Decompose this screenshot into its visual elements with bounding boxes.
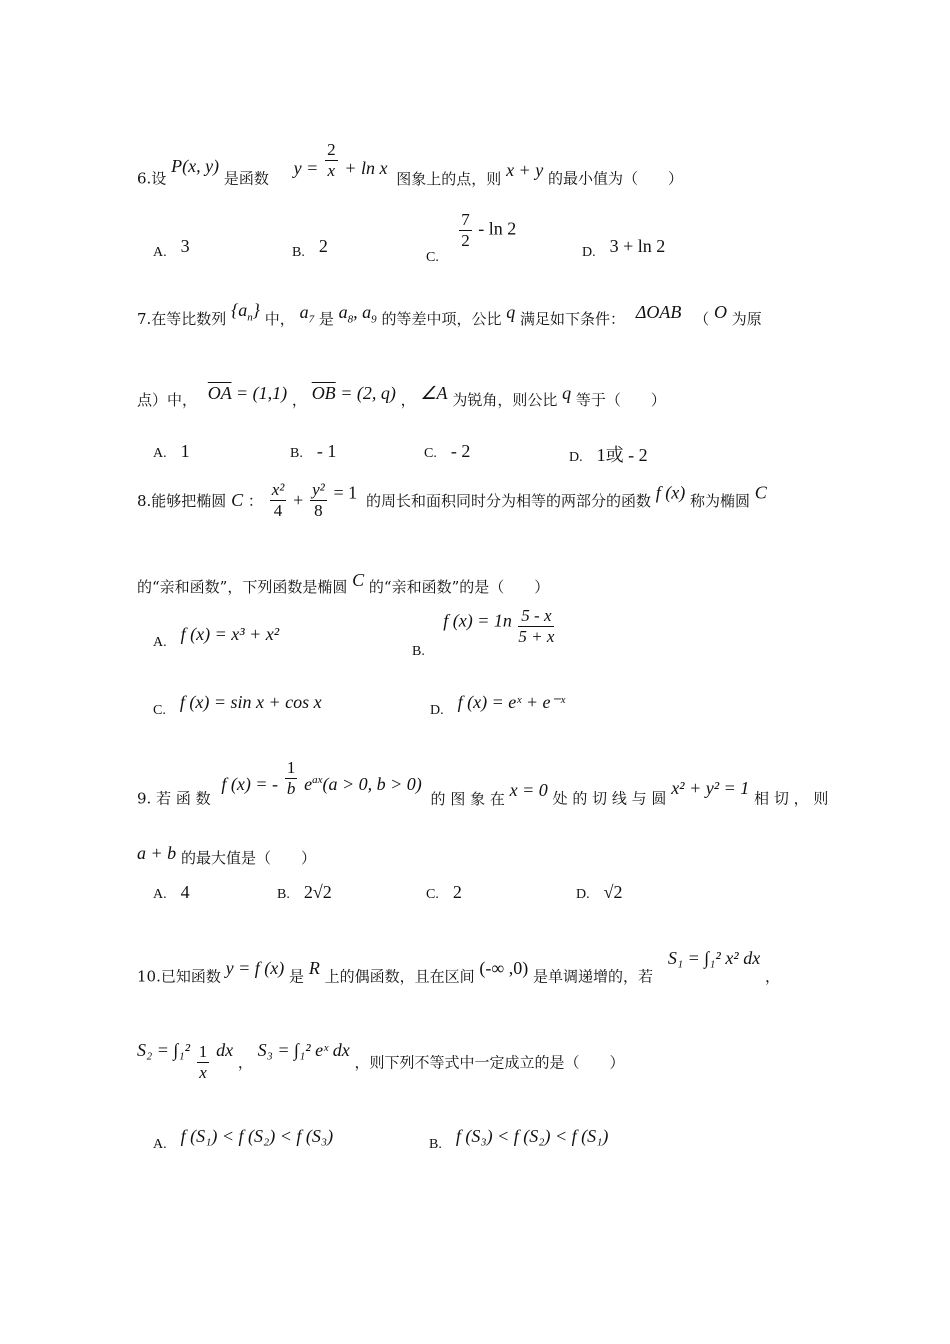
- q10-s2-lhs: S₂ = ∫₁²: [137, 1040, 190, 1060]
- q9-option-c-value: 2: [452, 882, 462, 902]
- q10-s3: S₃ = ∫₁² eˣ dx: [257, 1040, 350, 1060]
- q7-mid5: （: [694, 310, 710, 328]
- q8-option-a[interactable]: [153, 624, 279, 651]
- q10-mid3: 是单调递增的，若: [533, 967, 654, 986]
- q7-a7-base: a: [299, 302, 309, 322]
- q10-comma: ，: [764, 967, 780, 986]
- q8-ellipse-c3: C: [352, 570, 365, 590]
- q6-func-den: x: [327, 161, 336, 180]
- q7-triangle: ΔOAB: [635, 302, 682, 322]
- q7-option-d[interactable]: [569, 441, 648, 467]
- q7-a8-a9: [338, 302, 377, 326]
- q8-option-a-label: A.: [153, 635, 167, 650]
- q9-fraction: [285, 758, 298, 799]
- q8-frac1: [270, 480, 287, 521]
- q6-option-c-label: C.: [426, 249, 439, 265]
- q8-frac2: [310, 480, 327, 521]
- q6-option-a[interactable]: [153, 236, 190, 261]
- q7-oa-value: = (1,1): [235, 383, 288, 403]
- q8-den1: 4: [273, 501, 283, 520]
- q9-option-c-label: C.: [426, 887, 439, 902]
- q7-option-b-label: B.: [290, 446, 303, 461]
- q8-option-c-label: C.: [153, 703, 166, 718]
- q8-num2: y²: [312, 480, 325, 499]
- q9-option-a-value: 4: [180, 882, 190, 902]
- q10-s2-den: x: [199, 1062, 207, 1082]
- q10-sep: ，: [237, 1053, 253, 1072]
- q9-prefix: 9. 若 函 数: [137, 789, 211, 808]
- q6-suffix: 的最小值为（ ）: [547, 169, 683, 188]
- q7-oa-vector: $\overline{OA}$: [207, 383, 232, 403]
- q6-option-a-label: A.: [153, 245, 167, 260]
- q10-interval: (-∞ ,0): [479, 958, 529, 978]
- q10-suffix: ，则下列不等式中一定成立的是（ ）: [354, 1053, 625, 1072]
- q8-option-a-value: f (x) = x³ + x²: [180, 624, 280, 644]
- q10-option-b-label: B.: [429, 1137, 442, 1152]
- q10-option-a-value: f (S₁) < f (S₂) < f (S₃): [180, 1126, 334, 1146]
- q7-sequence: [231, 300, 260, 324]
- question-10-line-1: [137, 948, 780, 987]
- q7-origin: O: [713, 302, 727, 322]
- q6-option-b-label: B.: [292, 245, 305, 260]
- q8-fx: f (x): [655, 482, 686, 503]
- q9-option-d[interactable]: [576, 882, 623, 903]
- q7-q: q: [506, 302, 516, 322]
- q7-ob: [312, 383, 396, 403]
- q7-a8-sub: 8: [347, 313, 354, 326]
- q7-a9-sub: 9: [371, 313, 377, 326]
- q7-q2: q: [562, 383, 572, 403]
- q7-a9-base: , a: [353, 302, 372, 322]
- q6-option-d[interactable]: [582, 236, 665, 261]
- q6-option-d-value: 3 + ln 2: [609, 236, 666, 256]
- q10-prefix: 10.已知函数: [137, 967, 221, 986]
- q8-option-b-num: 5 - x: [518, 606, 554, 627]
- q8-plus: +: [293, 490, 304, 510]
- q7-option-d-value: 1或 - 2: [596, 445, 648, 465]
- q8-suffix1: 称为椭圆: [690, 492, 751, 510]
- q7-option-c[interactable]: [424, 441, 470, 462]
- q7-a8-base: a: [338, 302, 348, 322]
- q9-mid1: 的 图 象 在: [430, 789, 505, 808]
- q9-option-d-label: D.: [576, 887, 590, 902]
- q9-option-b-value: 2√2: [303, 882, 332, 902]
- q8-ellipse-c: C: [231, 490, 244, 510]
- question-7-line-1: [137, 300, 762, 329]
- q10-s2-tail: dx: [216, 1040, 234, 1060]
- q7-a7: [299, 302, 315, 326]
- q9-option-c[interactable]: [426, 882, 462, 903]
- q7-mid1: 中，: [264, 310, 295, 328]
- question-10-line-2: [137, 1040, 625, 1083]
- q8-option-b[interactable]: [412, 606, 556, 660]
- q8-option-b-label: B.: [412, 643, 425, 659]
- q6-option-a-value: 3: [180, 236, 190, 256]
- q7-option-b-value: - 1: [316, 441, 337, 461]
- q9-rhs-tail: (a > 0, b > 0): [322, 774, 422, 794]
- q7-oa: [208, 383, 287, 403]
- q9-num: 1: [286, 758, 296, 777]
- q8-colon: ：: [247, 492, 263, 510]
- q6-option-c-rest: - ln 2: [478, 218, 517, 239]
- q6-option-c-fraction: [459, 210, 472, 251]
- q7-mid6: 为锐角，则公比: [452, 391, 558, 409]
- q8-eq: = 1: [333, 482, 358, 503]
- q7-comma: ，: [291, 391, 307, 409]
- q6-expr: x + y: [506, 160, 544, 180]
- q8-option-c[interactable]: [153, 692, 322, 719]
- q6-point: P(x, y): [171, 156, 220, 176]
- q7-suffix2: 等于（ ）: [575, 391, 666, 409]
- question-7-line-2: [137, 383, 666, 410]
- q6-option-b-value: 2: [318, 236, 328, 256]
- q10-mid2: 上的偶函数，且在区间: [324, 967, 475, 986]
- question-6-line: [137, 140, 683, 189]
- q10-R: R: [308, 958, 320, 978]
- q7-angle: ∠A: [420, 383, 448, 403]
- q10-mid1: 是: [289, 967, 305, 986]
- q7-prefix: 7.在等比数列: [137, 310, 227, 328]
- question-9-line-2: [137, 843, 316, 868]
- q9-option-d-value: √2: [603, 882, 623, 902]
- q7-option-c-label: C.: [424, 446, 437, 461]
- q6-prefix: 6.设: [137, 169, 167, 188]
- q7-comma2: ，: [400, 391, 416, 409]
- q8-line2-suffix: 的“亲和函数”的是（ ）: [368, 578, 550, 596]
- q7-seq-open: {a: [231, 300, 248, 320]
- q7-option-b[interactable]: [290, 441, 336, 462]
- q9-circle: x² + y² = 1: [671, 778, 750, 798]
- q8-option-d-value: f (x) = eˣ + e⁻ˣ: [457, 692, 566, 712]
- q8-ellipse-c2: C: [754, 482, 767, 503]
- q7-mid3: 的等差中项，公比: [381, 310, 502, 328]
- q7-line2-prefix: 点）中，: [137, 391, 198, 409]
- q8-option-d-label: D.: [430, 703, 444, 718]
- q7-ob-vector: $\overline{OB}$: [311, 383, 336, 403]
- q9-mid2: 处 的 切 线 与 圆: [552, 789, 667, 808]
- q9-option-b-label: B.: [277, 887, 290, 902]
- q9-lhs: f (x) = -: [221, 774, 279, 794]
- q9-option-a[interactable]: [153, 882, 190, 903]
- q6-option-b[interactable]: [292, 236, 328, 261]
- q9-line2-suffix: 的最大值是（ ）: [180, 849, 316, 867]
- q9-option-a-label: A.: [153, 887, 167, 902]
- question-8-line-2: [137, 570, 549, 597]
- q10-option-b[interactable]: [429, 1126, 608, 1153]
- q9-den: b: [286, 779, 296, 798]
- q9-rhs: [304, 774, 422, 794]
- q6-mid1: 是函数: [223, 169, 269, 188]
- q9-option-b[interactable]: [277, 882, 332, 903]
- q9-line2-expr: a + b: [137, 843, 177, 863]
- q8-prefix: 8.能够把椭圆: [137, 492, 227, 510]
- q7-seq-close: }: [252, 300, 260, 320]
- q7-seq-sub: n: [247, 311, 253, 324]
- q10-func: y = f (x): [225, 958, 285, 978]
- q6-option-c[interactable]: [426, 210, 516, 266]
- q8-option-b-den: 5 + x: [518, 627, 555, 646]
- q7-suffix1: 为原: [731, 310, 762, 328]
- question-8-line-1: [137, 480, 767, 521]
- q10-option-a-label: A.: [153, 1137, 167, 1152]
- q7-ob-value: = (2, q): [340, 383, 396, 403]
- q8-option-d[interactable]: [430, 692, 565, 719]
- q7-mid2: 是: [318, 310, 334, 328]
- q9-rhs-sup: ax: [312, 774, 323, 786]
- q6-option-c-num: 7: [461, 210, 470, 229]
- q7-a7-sub: 7: [308, 313, 315, 326]
- q8-num1: x²: [271, 480, 285, 499]
- q8-option-b-fraction: [518, 606, 554, 647]
- q8-den2: 8: [314, 501, 323, 520]
- q7-option-c-value: - 2: [450, 441, 471, 461]
- q7-option-d-label: D.: [569, 450, 583, 465]
- q6-func-num: 2: [327, 140, 336, 159]
- q9-x0: x = 0: [509, 780, 548, 800]
- q6-func-lhs: y =: [293, 158, 319, 178]
- q7-mid4: 满足如下条件：: [520, 310, 626, 328]
- q8-mid1: 的周长和面积同时分为相等的两部分的函数: [365, 492, 651, 510]
- q6-func-fraction: [325, 140, 338, 181]
- q10-option-b-value: f (S₃) < f (S₂) < f (S₁): [455, 1126, 609, 1146]
- q6-mid2: 图象上的点，则: [396, 169, 502, 188]
- q9-suffix: 相 切 ， 则: [754, 789, 829, 808]
- q10-s2-fraction: [197, 1042, 210, 1083]
- q7-option-a-label: A.: [153, 446, 167, 461]
- question-9-line-1: [137, 758, 828, 809]
- q6-option-d-label: D.: [582, 245, 596, 260]
- q10-option-a[interactable]: [153, 1126, 333, 1153]
- q6-option-c-den: 2: [461, 231, 470, 250]
- q10-s2-num: 1: [198, 1041, 208, 1061]
- q7-option-a[interactable]: [153, 441, 190, 462]
- q7-option-a-value: 1: [180, 441, 190, 461]
- q6-func-rhs: + ln x: [344, 158, 388, 178]
- q9-rhs-e: e: [304, 774, 313, 794]
- q8-line2-prefix: 的“亲和函数”，下列函数是椭圆: [137, 578, 348, 596]
- q8-option-c-value: f (x) = sin x + cos x: [179, 692, 322, 712]
- q8-option-b-lhs: f (x) = 1n: [443, 610, 512, 631]
- q10-s1: S₁ = ∫₁² x² dx: [667, 948, 761, 968]
